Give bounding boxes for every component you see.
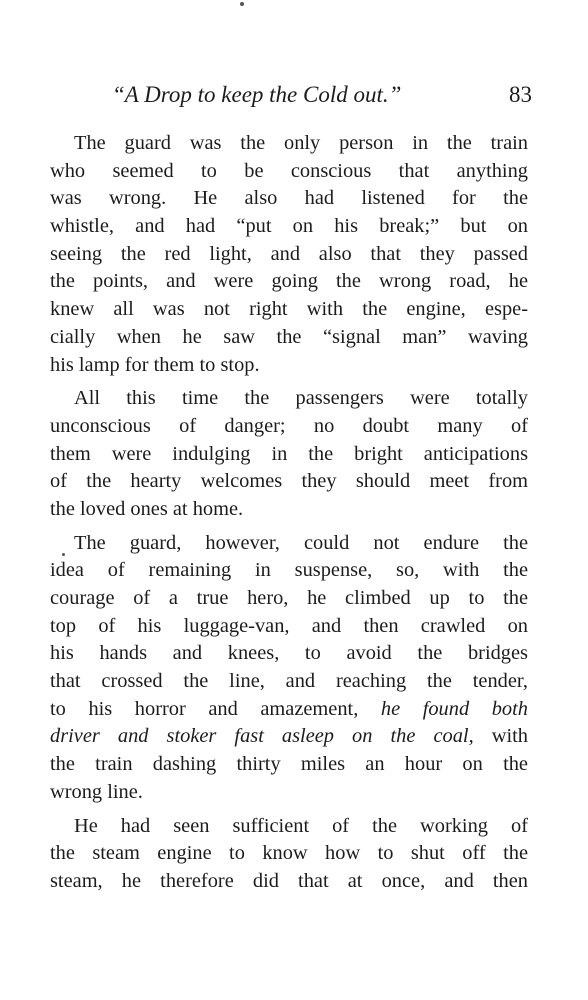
text-line: of the hearty welcomes they should meet from	[50, 470, 528, 493]
body-text	[50, 130, 528, 902]
text-line: unconscious of danger; no doubt many of	[50, 414, 528, 437]
text-line: cially when he saw the “signal man” waving	[50, 325, 528, 348]
italic-phrase: driver and stoker fast asleep on the coal,	[50, 725, 474, 748]
text-line: courage of a true hero, he climbed up to the	[50, 587, 528, 609]
text-line: top of his luggage-van, and then crawled on	[50, 614, 528, 637]
paragraph	[50, 385, 528, 523]
page-number: 83	[509, 82, 532, 107]
text-line: seeing the red light, and also that they passed	[50, 242, 528, 265]
italic-phrase: he found both	[380, 697, 528, 720]
running-header	[112, 82, 532, 112]
running-title: “A Drop to keep the Cold out.”	[112, 82, 402, 107]
text-line: All this time the passengers were totally	[74, 387, 528, 410]
text-line: He had seen sufficient of the working of	[74, 814, 528, 837]
paragraph	[50, 813, 528, 896]
text-line-with-italic	[50, 696, 528, 724]
text-line: wrong line.	[50, 780, 143, 803]
text-line: his hands and knees, to avoid the bridges	[50, 642, 528, 665]
text-line: the points, and were going the wrong road, he	[50, 270, 528, 293]
text-line: the train dashing thirty miles an hour on the	[50, 753, 528, 776]
print-speck	[240, 2, 244, 6]
text-segment: to his horror and amazement,	[50, 697, 359, 720]
text-line: idea of remaining in suspense, so, with the	[50, 559, 528, 582]
text-line: who seemed to be conscious that anything	[50, 159, 528, 182]
text-line: the loved ones at home.	[50, 497, 244, 520]
text-line: knew all was not right with the engine, espe-	[50, 298, 528, 321]
text-segment: with	[491, 725, 528, 748]
paragraph	[50, 130, 528, 379]
text-line: whistle, and had “put on his break;” but on	[50, 215, 528, 238]
text-line: The guard was the only person in the train	[74, 132, 528, 154]
text-line: was wrong. He also had listened for the	[50, 187, 528, 210]
text-line-with-italic	[50, 723, 528, 751]
text-line: them were indulging in the bright anticipations	[50, 442, 528, 465]
paragraph	[50, 530, 528, 807]
text-line: The guard, however, could not endure the	[74, 531, 528, 554]
text-line: his lamp for them to stop.	[50, 353, 260, 376]
text-line: steam, he therefore did that at once, and then	[50, 869, 528, 892]
text-line: that crossed the line, and reaching the tender,	[50, 670, 528, 693]
text-line: the steam engine to know how to shut off the	[50, 842, 528, 865]
